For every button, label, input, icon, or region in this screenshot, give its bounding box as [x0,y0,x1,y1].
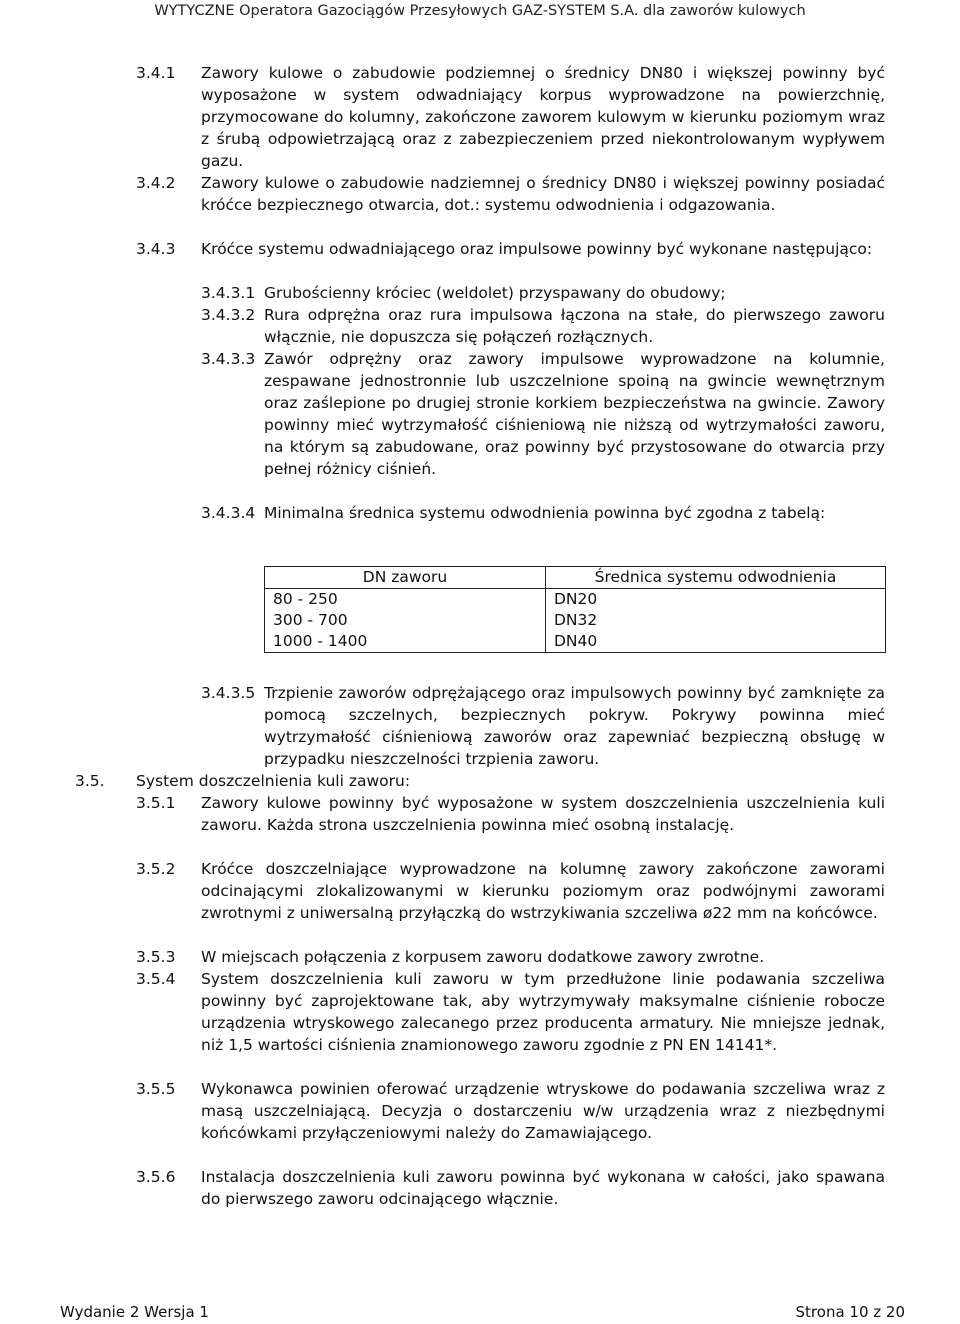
section-text: Zawory kulowe o zabudowie podziemnej o średnicy DN80 i większej powinny być wyposażone w system odwadniający korpus wyprowadzone na powierzchnię, przymocowane do kolumny, zakończone zaworem kulowym w kierunku poziomym wraz z śrubą odpowietrzającą oraz z zabezpieczeniem przed niekontrolowanym wypływem gazu. [201,64,885,170]
table-cell: 300 - 700 [265,610,546,631]
subsection-text: Zawór odprężny oraz zawory impulsowe wyprowadzone na kolumnie, zespawane jednostronnie lub uszczelnione spoiną na gwincie wewnętrznym oraz zaślepione po drugiej stronie korkiem bezpieczeństwa na gwincie. Zawory powinny mieć wytrzymałość ciśnieniową nie niższą od wytrzymałości zaworu, na którym są zabudowane, oraz powinny być przystosowane do otwarcia przy pełnej różnicy ciśnień. [264,350,885,478]
section-text: Zawory kulowe o zabudowie nadziemnej o średnicy DN80 i większej powinny posiadać króćce bezpiecznego otwarcia, dot.: systemu odwodnienia i odgazowania. [201,174,885,214]
diameter-table [264,566,886,653]
subsection-number: 3.4.3.3 [201,350,256,368]
section-number: 3.4.1 [136,64,176,82]
subsection-text: Grubościenny króciec (weldolet) przyspawany do obudowy; [264,284,726,302]
section-text: Wykonawca powinien oferować urządzenie wtryskowe do podawania szczeliwa wraz z masą uszczelniającą. Decyzja o dostarczeniu w/w urządzenia wraz z niezbędnymi końcówkami przyłączeniowymi należy do Zamawiającego. [201,1080,885,1142]
footer-edition: Wydanie 2 Wersja 1 [60,1303,209,1321]
subsection-number: 3.4.3.2 [201,306,256,324]
section-text: W miejscach połączenia z korpusem zaworu dodatkowe zawory zwrotne. [201,948,765,966]
table-cell: DN32 [546,610,886,631]
table-row [265,589,886,611]
section-text: System doszczelnienia kuli zaworu w tym przedłużone linie podawania szczeliwa powinny być zaprojektowane tak, aby wytrzymywały maksymalne ciśnienie robocze urządzenia wtryskowego zalecanego przez producenta armatury. Nie mniejsze jednak, niż 1,5 wartości ciśnienia znamionowego zaworu zgodnie z PN EN 14141*. [201,970,885,1054]
section-text: Zawory kulowe powinny być wyposażone w system doszczelnienia uszczelnienia kuli zaworu. Każda strona uszczelnienia powinna mieć osobną instalację. [201,794,885,834]
section-text: Króćce systemu odwadniającego oraz impulsowe powinny być wykonane następująco: [201,240,873,258]
section-text: Instalacja doszczelnienia kuli zaworu powinna być wykonana w całości, jako spawana do pierwszego zaworu odcinającego włącznie. [201,1168,885,1208]
section-number: 3.5.2 [136,860,176,878]
table-header-cell: Średnica systemu odwodnienia [546,567,886,589]
section-number: 3.4.2 [136,174,176,192]
table-row [265,610,886,631]
table-header-cell: DN zaworu [265,567,546,589]
subsection-number: 3.4.3.4 [201,504,256,522]
chapter-number: 3.5. [75,772,105,790]
section-number: 3.4.3 [136,240,176,258]
table-header-row [265,567,886,589]
subsection-text: Trzpienie zaworów odprężającego oraz impulsowych powinny być zamknięte za pomocą szczelnych, bezpiecznych pokryw. Pokrywy powinna mieć wytrzymałość ciśnieniową zaworów oraz zapewniać bezpieczną obsługę w przypadku nieszczelności trzpienia zaworu. [264,684,885,768]
footer-page-number: Strona 10 z 20 [795,1303,905,1321]
subsection-text: Minimalna średnica systemu odwodnienia powinna być zgodna z tabelą: [264,504,826,522]
section-number: 3.5.1 [136,794,176,812]
table-row [265,631,886,653]
page-header: WYTYCZNE Operatora Gazociągów Przesyłowych GAZ-SYSTEM S.A. dla zaworów kulowych [154,3,806,19]
subsection-number: 3.4.3.5 [201,684,256,702]
table-cell: 80 - 250 [265,589,546,611]
section-number: 3.5.6 [136,1168,176,1186]
subsection-text: Rura odprężna oraz rura impulsowa łączona na stałe, do pierwszego zaworu włącznie, nie dopuszcza się połączeń rozłącznych. [264,306,885,346]
table-cell: DN20 [546,589,886,611]
section-number: 3.5.4 [136,970,176,988]
table-cell: 1000 - 1400 [265,631,546,653]
section-number: 3.5.3 [136,948,176,966]
section-text: Króćce doszczelniające wyprowadzone na kolumnę zawory zakończone zaworami odcinającymi zlokalizowanymi w kierunku poziomym oraz podwójnymi zaworami zwrotnymi z uniwersalną przyłączką do wstrzykiwania szczeliwa ø22 mm na końcówce. [201,860,885,922]
table-cell: DN40 [546,631,886,653]
chapter-title: System doszczelnienia kuli zaworu: [136,772,411,790]
subsection-number: 3.4.3.1 [201,284,256,302]
section-number: 3.5.5 [136,1080,176,1098]
